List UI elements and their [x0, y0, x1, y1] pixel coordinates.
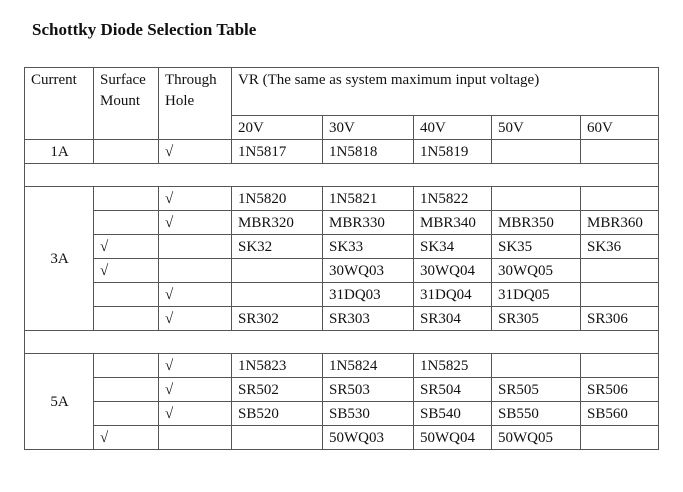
part-number-cell: 1N5819 [414, 140, 492, 164]
part-number-cell: SR502 [232, 378, 323, 402]
part-number-cell: 1N5824 [323, 354, 414, 378]
part-number-cell: SK32 [232, 235, 323, 259]
part-number-cell: 1N5822 [414, 187, 492, 211]
part-number-cell [232, 426, 323, 450]
part-number-cell: 30WQ05 [492, 259, 581, 283]
separator-cell [25, 331, 659, 354]
part-number-cell: 50WQ04 [414, 426, 492, 450]
table-row [25, 140, 659, 164]
part-number-cell: MBR350 [492, 211, 581, 235]
through-hole-check: √ [159, 211, 232, 235]
voltage-cell: 60V [581, 116, 659, 140]
part-number-cell: SK35 [492, 235, 581, 259]
surface-mount-check [94, 187, 159, 211]
vr-header: VR (The same as system maximum input voltage) [232, 68, 659, 116]
through-hole-check: √ [159, 187, 232, 211]
current-cell: 1A [25, 140, 94, 164]
table-row [25, 283, 659, 307]
part-number-cell: SR303 [323, 307, 414, 331]
surface-mount-check: √ [94, 235, 159, 259]
separator-row [25, 164, 659, 187]
current-cell: 3A [25, 187, 94, 331]
part-number-cell: SK34 [414, 235, 492, 259]
voltage-cell: 20V [232, 116, 323, 140]
part-number-cell: 50WQ05 [492, 426, 581, 450]
table-row [25, 378, 659, 402]
part-number-cell: 31DQ03 [323, 283, 414, 307]
table-row [25, 354, 659, 378]
voltage-cell: 40V [414, 116, 492, 140]
part-number-cell: 1N5817 [232, 140, 323, 164]
part-number-cell: SB530 [323, 402, 414, 426]
part-number-cell: MBR320 [232, 211, 323, 235]
part-number-cell: 1N5825 [414, 354, 492, 378]
surface-mount-check [94, 211, 159, 235]
through-hole-check: √ [159, 354, 232, 378]
table-row [25, 187, 659, 211]
table-row [25, 307, 659, 331]
surface-mount-check [94, 402, 159, 426]
part-number-cell: SB540 [414, 402, 492, 426]
part-number-cell: SR306 [581, 307, 659, 331]
part-number-cell: SR302 [232, 307, 323, 331]
surface-mount-check: √ [94, 426, 159, 450]
table-row [25, 235, 659, 259]
part-number-cell [492, 354, 581, 378]
table-row [25, 211, 659, 235]
part-number-cell: MBR330 [323, 211, 414, 235]
part-number-cell [581, 426, 659, 450]
table-row [25, 259, 659, 283]
through-hole-check [159, 259, 232, 283]
part-number-cell [581, 140, 659, 164]
table-row [25, 426, 659, 450]
part-number-cell: SR304 [414, 307, 492, 331]
through-hole-check: √ [159, 140, 232, 164]
part-number-cell [581, 354, 659, 378]
part-number-cell: 50WQ03 [323, 426, 414, 450]
page-title: Schottky Diode Selection Table [32, 20, 257, 39]
through-hole-check [159, 235, 232, 259]
header-row [25, 68, 659, 116]
through-hole-check: √ [159, 283, 232, 307]
surface-mount-check [94, 354, 159, 378]
through-hole-check [159, 426, 232, 450]
current-header: Current [25, 68, 94, 140]
current-cell: 5A [25, 354, 94, 450]
part-number-cell: 31DQ04 [414, 283, 492, 307]
part-number-cell: 30WQ04 [414, 259, 492, 283]
part-number-cell [492, 187, 581, 211]
separator-row [25, 331, 659, 354]
part-number-cell: SR504 [414, 378, 492, 402]
part-number-cell: MBR360 [581, 211, 659, 235]
part-number-cell [492, 140, 581, 164]
part-number-cell: 1N5818 [323, 140, 414, 164]
part-number-cell [232, 283, 323, 307]
through-hole-check: √ [159, 402, 232, 426]
surface-mount-header: Surface Mount [94, 68, 159, 140]
part-number-cell: SB520 [232, 402, 323, 426]
surface-mount-check [94, 140, 159, 164]
part-number-cell: 1N5823 [232, 354, 323, 378]
part-number-cell: SR305 [492, 307, 581, 331]
part-number-cell: 31DQ05 [492, 283, 581, 307]
table-row [25, 402, 659, 426]
part-number-cell: 30WQ03 [323, 259, 414, 283]
surface-mount-check [94, 283, 159, 307]
part-number-cell: MBR340 [414, 211, 492, 235]
part-number-cell: SB550 [492, 402, 581, 426]
voltage-cell: 50V [492, 116, 581, 140]
part-number-cell: SK33 [323, 235, 414, 259]
part-number-cell [581, 259, 659, 283]
part-number-cell: 1N5820 [232, 187, 323, 211]
separator-cell [25, 164, 659, 187]
part-number-cell: SB560 [581, 402, 659, 426]
part-number-cell: 1N5821 [323, 187, 414, 211]
part-number-cell: SK36 [581, 235, 659, 259]
part-number-cell: SR503 [323, 378, 414, 402]
through-hole-check: √ [159, 307, 232, 331]
part-number-cell [581, 283, 659, 307]
surface-mount-check [94, 378, 159, 402]
surface-mount-check [94, 307, 159, 331]
part-number-cell: SR505 [492, 378, 581, 402]
part-number-cell [232, 259, 323, 283]
part-number-cell: SR506 [581, 378, 659, 402]
through-hole-header: Through Hole [159, 68, 232, 140]
schottky-selection-table [24, 67, 659, 450]
through-hole-check: √ [159, 378, 232, 402]
surface-mount-check: √ [94, 259, 159, 283]
voltage-cell: 30V [323, 116, 414, 140]
part-number-cell [581, 187, 659, 211]
